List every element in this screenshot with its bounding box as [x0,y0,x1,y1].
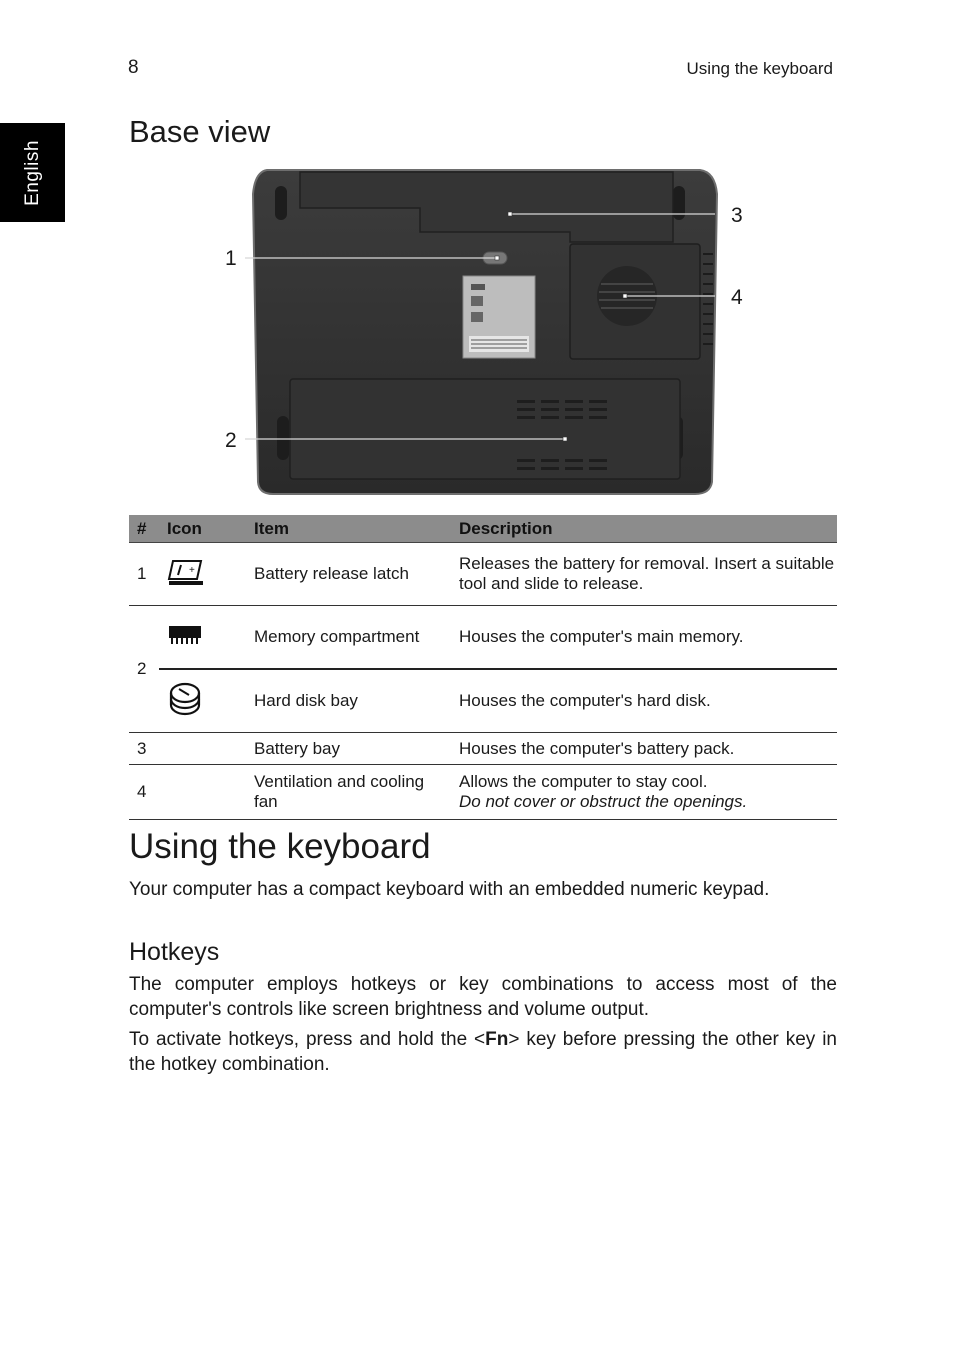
hotkeys-p2-end: > key before pressing the other key in the hotkey combination. [129,1029,837,1075]
hotkeys-paragraph-2 [129,1027,837,1077]
hotkeys-p2-start: To activate hotkeys, press and hold the < [129,1029,486,1050]
row-description-note: Do not cover or obstruct the openings. [459,792,748,811]
callout-3: 3 [731,204,743,227]
table-header-row [129,515,837,543]
fn-key: Fn [485,1029,509,1050]
row-item: Memory compartment [246,606,451,670]
row-icon-empty [159,733,246,765]
page-number: 8 [128,57,139,78]
laptop-base-figure [215,164,750,499]
row-number: 1 [129,543,159,606]
row-description: Allows the computer to stay cool. [459,772,708,791]
table-row [129,606,837,670]
row-item: Ventilation and cooling fan [246,765,451,820]
memory-icon [159,606,246,670]
base-view-title: Base view [129,114,271,149]
svg-text:+: + [189,564,195,576]
row-icon-empty [159,765,246,820]
header-number: # [129,515,159,543]
callout-2: 2 [225,429,237,452]
header-item: Item [246,515,451,543]
keyboard-title: Using the keyboard [129,827,431,866]
row-number: 3 [129,733,159,765]
row-description: Houses the computer's hard disk. [451,669,837,733]
callout-4: 4 [731,286,743,309]
row-item: Battery release latch [246,543,451,606]
row-item: Hard disk bay [246,669,451,733]
table-row [129,669,837,733]
callout-1: 1 [225,247,237,270]
row-description: Releases the battery for removal. Insert a suitable tool and slide to release. [451,543,837,606]
header-icon: Icon [159,515,246,543]
language-tab-label: English [22,140,43,206]
row-description: Houses the computer's main memory. [451,606,837,670]
row-description-cell [451,765,837,820]
battery-latch-icon [159,543,246,606]
row-description: Houses the computer's battery pack. [451,733,837,765]
row-number: 2 [129,606,159,733]
table-row [129,765,837,820]
language-tab [0,123,65,222]
header-description: Description [451,515,837,543]
row-item: Battery bay [246,733,451,765]
table-row [129,733,837,765]
row-number: 4 [129,765,159,820]
table-row [129,543,837,606]
hard-disk-icon [159,669,246,733]
keyboard-intro: Your computer has a compact keyboard with an embedded numeric keypad. [129,879,770,900]
running-head: Using the keyboard [686,59,833,78]
components-table [129,515,837,820]
hotkeys-paragraph-1: The computer employs hotkeys or key combinations to access most of the computer's controls like screen brightness and volume output. [129,974,837,1020]
hotkeys-title: Hotkeys [129,938,220,966]
